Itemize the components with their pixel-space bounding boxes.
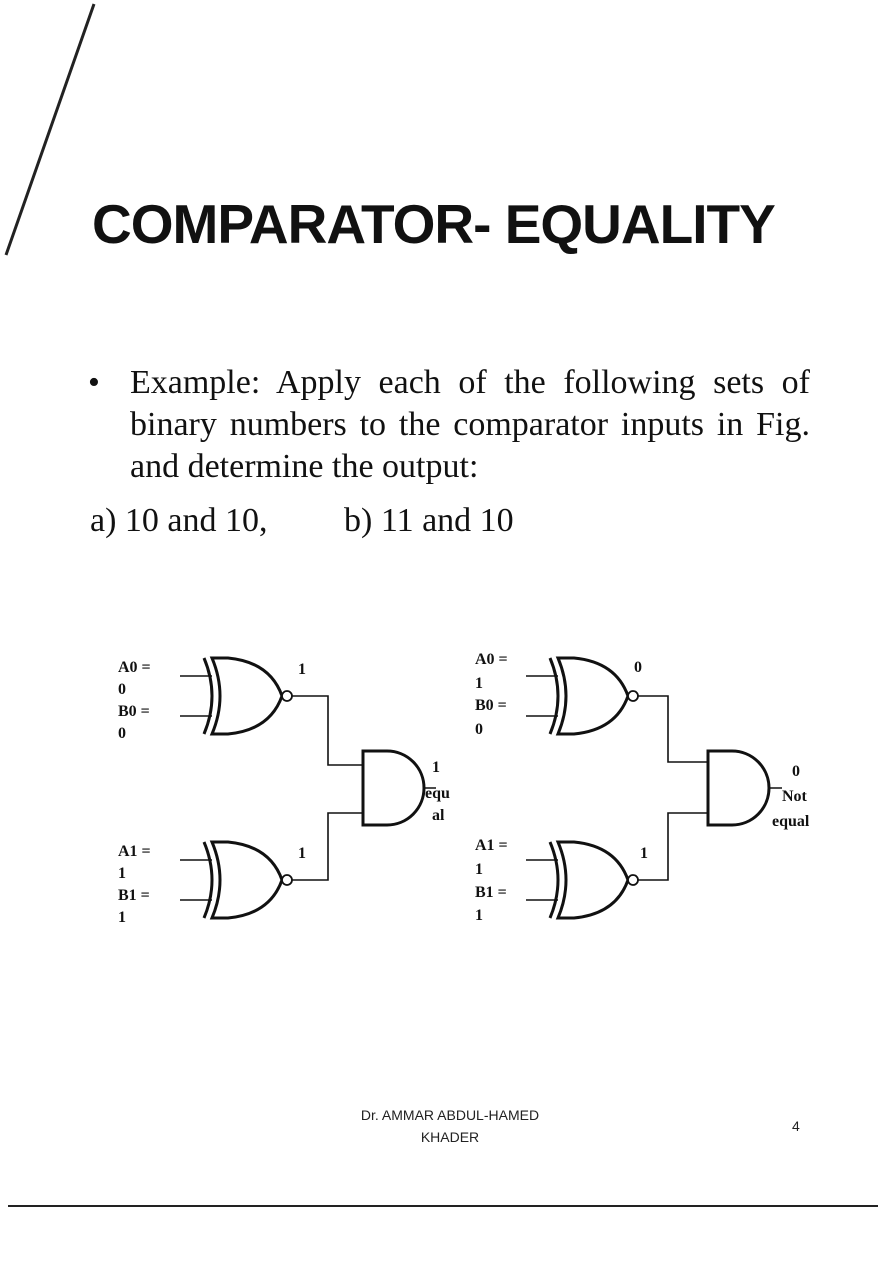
a1-label: A1 = bbox=[118, 843, 151, 860]
comparator-diagrams bbox=[0, 600, 893, 960]
b1-label: B1 = bbox=[118, 887, 150, 904]
output-text-line2: equal bbox=[772, 813, 810, 830]
b0-label: B0 = bbox=[475, 697, 507, 714]
output-value: 1 bbox=[432, 759, 440, 776]
part-b: b) 11 and 10 bbox=[344, 502, 514, 539]
author-line1: Dr. AMMAR ABDUL-HAMED bbox=[360, 1107, 540, 1123]
output-text-line1: equ bbox=[425, 785, 450, 802]
xnor-top-output: 0 bbox=[634, 659, 642, 676]
xnor-bottom-output: 1 bbox=[640, 845, 648, 862]
bullet-marker: • bbox=[88, 364, 100, 401]
b0-value: 0 bbox=[475, 721, 483, 738]
author-line2: KHADER bbox=[420, 1129, 480, 1145]
a0-value: 1 bbox=[475, 675, 483, 692]
b0-label: B0 = bbox=[118, 703, 150, 720]
output-text-line2: al bbox=[432, 807, 445, 824]
page-title: COMPARATOR- EQUALITY bbox=[92, 193, 775, 255]
a0-label: A0 = bbox=[475, 651, 508, 668]
example-parts bbox=[90, 502, 514, 540]
b1-label: B1 = bbox=[475, 884, 507, 901]
page-number: 4 bbox=[792, 1118, 800, 1134]
xnor-gate-bottom-b bbox=[550, 842, 638, 918]
a1-value: 1 bbox=[118, 865, 126, 882]
xnor-gate-top-b bbox=[550, 658, 638, 734]
b1-value: 1 bbox=[118, 909, 126, 926]
footer-divider bbox=[8, 1205, 878, 1207]
output-value: 0 bbox=[792, 763, 800, 780]
circuit-a bbox=[118, 658, 450, 926]
a0-value: 0 bbox=[118, 681, 126, 698]
a1-label: A1 = bbox=[475, 837, 508, 854]
and-gate-b bbox=[708, 751, 769, 825]
xnor-gate-bottom-a bbox=[204, 842, 292, 918]
xnor-top-output: 1 bbox=[298, 661, 306, 678]
output-text-line1: Not bbox=[782, 788, 807, 805]
xnor-bottom-output: 1 bbox=[298, 845, 306, 862]
decorative-slash bbox=[0, 0, 100, 270]
b0-value: 0 bbox=[118, 725, 126, 742]
xnor-gate-top-a bbox=[204, 658, 292, 734]
b1-value: 1 bbox=[475, 907, 483, 924]
footer-author bbox=[300, 1104, 600, 1148]
and-gate-a bbox=[363, 751, 424, 825]
part-a: a) 10 and 10, bbox=[90, 502, 268, 539]
example-text: Example: Apply each of the following sets of binary numbers to the comparator inputs in Fig. and determine the output: bbox=[130, 364, 810, 485]
circuit-b bbox=[475, 651, 810, 924]
a1-value: 1 bbox=[475, 861, 483, 878]
a0-label: A0 = bbox=[118, 659, 151, 676]
